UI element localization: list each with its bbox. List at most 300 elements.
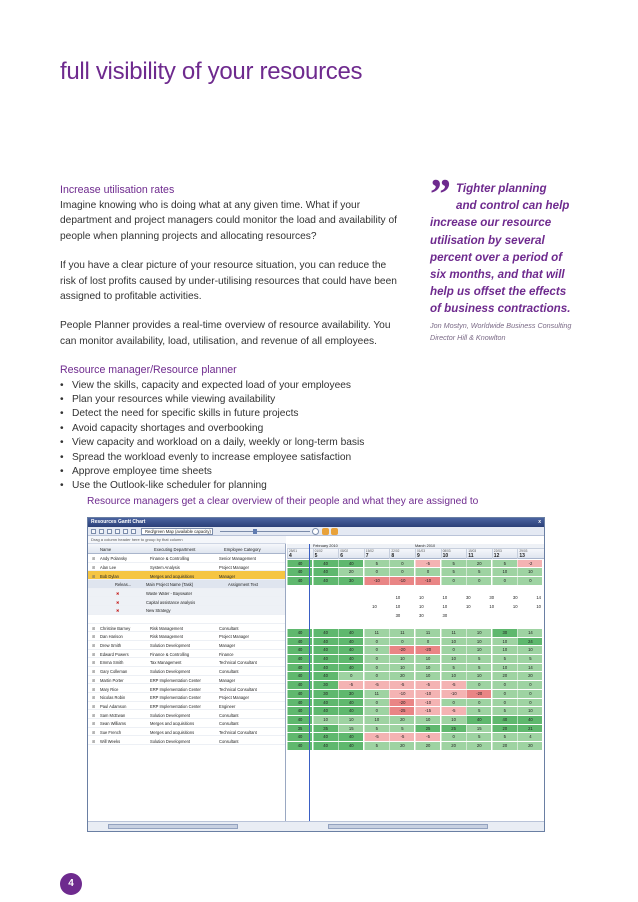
capacity-cell[interactable]: -10 [415,699,440,707]
capacity-cell[interactable]: 40 [313,699,338,707]
task-hours-cell[interactable]: 30 [498,594,521,602]
task-hours-cell[interactable]: 30 [451,594,474,602]
delete-icon[interactable]: ✖ [116,608,120,614]
capacity-cell[interactable]: 0 [517,699,542,707]
resource-name: Emma Smith [100,660,124,666]
capacity-cell[interactable]: 20 [466,742,491,750]
thumb-icon[interactable] [322,528,329,535]
capacity-cell[interactable]: 10 [364,716,389,724]
capacity-cell[interactable]: 20 [492,725,517,733]
capacity-cell[interactable]: -2 [517,560,542,568]
capacity-cell[interactable]: 0 [441,646,466,654]
capacity-cell[interactable]: 40 [287,742,312,750]
capacity-cell[interactable]: 5 [441,664,466,672]
capacity-cell[interactable]: 10 [441,655,466,663]
capacity-cell[interactable]: 10 [415,655,440,663]
capacity-cell[interactable]: 5 [517,655,542,663]
capacity-cell[interactable]: 40 [338,733,363,741]
delete-icon[interactable]: ✖ [116,590,120,596]
capacity-cell[interactable]: 5 [466,568,491,576]
capacity-cell[interactable]: 10 [415,672,440,680]
quote-author-role: Director Hill & Knowlton [430,332,506,342]
resource-department: Finance & Controlling [150,556,190,562]
task-hours-cell[interactable]: 30 [404,612,427,620]
capacity-cell[interactable]: 40 [313,742,338,750]
bullet-item: • Spread the workload evenly to increase employee satisfaction [60,451,400,465]
column-header-department[interactable]: Executing Department [154,547,196,552]
capacity-cell[interactable]: 5 [364,742,389,750]
map-select[interactable]: Red/green Map (available capacity) [141,528,213,535]
week-column-header [364,549,390,559]
resource-name: Will Weeks [100,738,121,744]
capacity-cell[interactable]: 20 [389,672,414,680]
capacity-cell[interactable]: -20 [389,699,414,707]
scrollbar-thumb[interactable] [108,824,238,829]
capacity-cell[interactable]: 10 [517,646,542,654]
capacity-cell[interactable]: -20 [466,690,491,698]
resource-row[interactable] [88,554,285,563]
column-header-name[interactable]: Name [100,547,112,552]
week-column-header [441,549,467,559]
task-hours-cell[interactable]: 10 [428,594,451,602]
close-icon[interactable]: x [538,519,541,525]
capacity-cell[interactable]: 25 [415,725,440,733]
capacity-cell[interactable]: 10 [441,672,466,680]
expand-icon[interactable]: ⊞ [92,556,96,562]
bullet-item: • Plan your resources while viewing availability [60,393,400,407]
capacity-cell[interactable]: 5 [466,655,491,663]
subgrid-header-assign[interactable]: Assignment Text [228,582,258,588]
capacity-cell[interactable]: -10 [415,577,440,585]
task-hours-cell[interactable]: 10 [357,603,380,611]
capacity-cell[interactable]: 10 [517,707,542,715]
capacity-cell[interactable]: 40 [313,560,338,568]
capacity-cell[interactable]: 0 [364,664,389,672]
capacity-cell[interactable]: 5 [492,733,517,741]
capacity-cell[interactable]: 30 [492,629,517,637]
page-title: full visibility of your resources [60,58,363,85]
capacity-cell[interactable]: -5 [441,681,466,689]
capacity-cell[interactable]: 5 [364,560,389,568]
capacity-cell[interactable]: 10 [389,664,414,672]
capacity-cell[interactable]: 40 [313,646,338,654]
task-hours-cell[interactable]: 10 [404,594,427,602]
week-date: 15/02 [365,549,374,553]
capacity-cell[interactable]: 10 [492,664,517,672]
expand-icon[interactable]: ⊞ [92,712,96,718]
resource-row[interactable] [88,650,285,659]
capacity-cell[interactable]: -5 [415,681,440,689]
capacity-cell[interactable]: 40 [338,707,363,715]
capacity-cell[interactable]: 24 [517,638,542,646]
capacity-cell[interactable]: 25 [441,725,466,733]
resource-category: Senior Management [219,556,256,562]
toolbar-button[interactable] [115,529,120,534]
task-hours-cell[interactable]: 10 [451,603,474,611]
capacity-cell[interactable]: 0 [466,577,491,585]
resource-name: Alan Lee [100,564,117,570]
capacity-cell[interactable]: -5 [338,681,363,689]
resource-row[interactable] [88,624,285,633]
capacity-cell[interactable]: -25 [389,707,414,715]
capacity-cell[interactable]: 30 [338,690,363,698]
capacity-cell[interactable]: 40 [287,655,312,663]
expand-icon[interactable]: ⊞ [92,651,96,657]
capacity-cell[interactable]: 10 [389,655,414,663]
column-header-category[interactable]: Employee Category [224,547,261,552]
horizontal-scrollbar[interactable] [88,821,545,831]
capacity-cell[interactable]: 5 [492,560,517,568]
capacity-cell[interactable]: 40 [313,638,338,646]
capacity-cell[interactable]: 40 [338,646,363,654]
bullet-item: • Detect the need for specific skills in future projects [60,407,400,421]
capacity-cell[interactable]: 11 [364,629,389,637]
gantt-row [287,629,545,638]
capacity-cell[interactable]: 5 [466,664,491,672]
capacity-cell[interactable]: 20 [415,742,440,750]
expand-icon[interactable]: ⊞ [92,721,96,727]
capacity-cell[interactable]: 5 [389,725,414,733]
week-column-header [313,549,339,559]
expand-icon[interactable]: ⊞ [92,738,96,744]
thumb-icon[interactable] [331,528,338,535]
capacity-cell[interactable]: 0 [364,646,389,654]
week-column-header [517,549,543,559]
capacity-cell[interactable]: 10 [313,716,338,724]
capacity-cell[interactable]: 40 [338,664,363,672]
capacity-cell[interactable]: 20 [492,742,517,750]
capacity-cell[interactable]: 40 [313,733,338,741]
capacity-cell[interactable]: 0 [364,707,389,715]
capacity-cell[interactable]: 11 [415,629,440,637]
capacity-cell[interactable]: 40 [338,742,363,750]
capacity-cell[interactable]: -5 [415,733,440,741]
capacity-cell[interactable]: 0 [415,638,440,646]
capacity-cell[interactable]: 5 [492,707,517,715]
capacity-cell[interactable]: -5 [389,681,414,689]
capacity-cell[interactable]: 40 [466,716,491,724]
capacity-cell[interactable]: 14 [517,629,542,637]
capacity-cell[interactable]: 10 [492,568,517,576]
capacity-cell[interactable]: 20 [517,672,542,680]
resource-row[interactable] [88,736,285,745]
capacity-cell[interactable]: 30 [313,681,338,689]
task-hours-cell[interactable]: 10 [522,603,545,611]
capacity-cell[interactable]: -5 [364,681,389,689]
capacity-cell[interactable]: 40 [287,690,312,698]
resource-category: Consultant [219,738,239,744]
capacity-cell[interactable]: 40 [287,699,312,707]
capacity-cell[interactable]: 20 [517,742,542,750]
capacity-cell[interactable]: 0 [517,681,542,689]
capacity-cell[interactable]: 11 [389,629,414,637]
capacity-cell[interactable]: -20 [415,646,440,654]
resource-row[interactable] [88,702,285,711]
delete-icon[interactable]: ✖ [116,599,120,605]
capacity-cell[interactable]: 14 [517,664,542,672]
capacity-cell[interactable]: 0 [338,672,363,680]
capacity-cell[interactable]: 5 [466,707,491,715]
resource-row[interactable] [88,641,285,650]
gantt-row [287,707,545,716]
group-by-bar[interactable]: Drag a column header here to group by that column [88,536,286,544]
capacity-cell[interactable]: 0 [517,690,542,698]
capacity-cell[interactable]: 40 [287,707,312,715]
capacity-cell[interactable]: 5 [364,725,389,733]
week-date: 01/03 [417,549,425,553]
expand-icon[interactable]: ⊞ [92,695,96,701]
subgrid-header-task[interactable]: Main Project Name (Task) [146,582,194,588]
capacity-cell[interactable]: 40 [313,664,338,672]
capacity-cell[interactable]: 0 [466,699,491,707]
task-hours-cell[interactable]: 10 [428,603,451,611]
gantt-row [287,689,545,698]
zoom-in-icon[interactable] [312,528,319,535]
resource-department: Finance & Controlling [150,651,190,657]
gantt-row [287,585,545,594]
planner-heading: Resource manager/Resource planner [60,364,237,377]
capacity-cell[interactable]: 5 [441,568,466,576]
gantt-row [287,559,545,568]
capacity-cell[interactable]: -10 [389,690,414,698]
capacity-cell[interactable]: 40 [313,655,338,663]
capacity-cell[interactable]: 0 [415,568,440,576]
capacity-cell[interactable]: 10 [338,716,363,724]
capacity-cell[interactable]: 0 [466,681,491,689]
capacity-cell[interactable]: 40 [287,638,312,646]
capacity-cell[interactable]: 11 [441,629,466,637]
capacity-cell[interactable]: 20 [466,560,491,568]
capacity-cell[interactable]: -10 [415,690,440,698]
capacity-cell[interactable]: 20 [441,742,466,750]
capacity-cell[interactable]: -20 [389,646,414,654]
capacity-cell[interactable]: 20 [338,568,363,576]
capacity-cell[interactable]: 0 [492,699,517,707]
gantt-row [287,594,545,603]
resource-row[interactable] [88,693,285,702]
capacity-cell[interactable]: 10 [492,638,517,646]
capacity-cell[interactable]: 40 [313,672,338,680]
task-row[interactable] [88,589,285,598]
resource-row[interactable] [88,684,285,693]
resource-row[interactable] [88,658,285,667]
gantt-row [287,663,545,672]
capacity-cell[interactable]: 40 [313,568,338,576]
capacity-cell[interactable]: 0 [492,690,517,698]
capacity-cell[interactable]: 0 [364,568,389,576]
resource-row[interactable] [88,632,285,641]
toolbar-button[interactable] [131,529,136,534]
task-hours-cell[interactable]: 10 [404,603,427,611]
task-name: New Strategy [146,608,171,614]
capacity-cell[interactable]: 40 [287,560,312,568]
resource-row[interactable] [88,563,285,572]
capacity-cell[interactable]: 40 [313,577,338,585]
capacity-cell[interactable]: 5 [466,733,491,741]
expand-icon[interactable]: ⊞ [92,729,96,735]
gantt-row [287,646,545,655]
capacity-cell[interactable]: 10 [441,638,466,646]
week-number: 13 [519,553,525,559]
capacity-cell[interactable]: 10 [466,672,491,680]
capacity-cell[interactable]: 10 [466,629,491,637]
capacity-cell[interactable]: 40 [338,629,363,637]
capacity-cell[interactable]: 40 [338,699,363,707]
capacity-cell[interactable]: 5 [492,655,517,663]
resource-category: Consultant [219,712,239,718]
capacity-cell[interactable]: 40 [287,672,312,680]
expand-icon[interactable]: ⊞ [92,564,96,570]
capacity-cell[interactable]: 0 [389,568,414,576]
capacity-cell[interactable]: 40 [338,638,363,646]
capacity-cell[interactable]: 0 [492,681,517,689]
capacity-cell[interactable]: 40 [287,716,312,724]
planner-bullets [60,379,400,494]
capacity-cell[interactable]: 40 [287,568,312,576]
capacity-cell[interactable]: 40 [338,560,363,568]
capacity-cell[interactable]: 30 [313,690,338,698]
task-hours-cell[interactable]: 14 [522,594,545,602]
capacity-cell[interactable]: 21 [517,725,542,733]
capacity-cell[interactable]: 20 [389,716,414,724]
capacity-cell[interactable]: 10 [466,638,491,646]
capacity-cell[interactable]: 15 [466,725,491,733]
capacity-cell[interactable]: 10 [415,664,440,672]
task-row[interactable] [88,606,285,615]
capacity-cell[interactable]: 40 [287,646,312,654]
zoom-slider-handle[interactable] [253,529,257,534]
toolbar-button[interactable] [99,529,104,534]
capacity-cell[interactable]: 5 [441,560,466,568]
subgrid-header [88,580,285,589]
capacity-cell[interactable]: 0 [441,733,466,741]
capacity-cell[interactable]: 40 [517,716,542,724]
pull-quote [430,172,580,344]
capacity-cell[interactable]: 35 [313,725,338,733]
bullet-item: • Avoid capacity shortages and overbooking [60,422,400,436]
capacity-cell[interactable]: 10 [466,646,491,654]
capacity-cell[interactable]: 15 [338,725,363,733]
task-hours-cell[interactable]: 10 [381,603,404,611]
expand-icon[interactable]: ⊞ [92,703,96,709]
capacity-cell[interactable]: 0 [441,699,466,707]
intro-heading: Increase utilisation rates [60,184,175,196]
grid-header [88,544,285,554]
capacity-cell[interactable]: 0 [517,577,542,585]
resource-row[interactable] [88,728,285,737]
resource-row[interactable] [88,676,285,685]
capacity-cell[interactable]: 40 [287,664,312,672]
bullet-item: • Use the Outlook-like scheduler for planning [60,479,400,493]
capacity-cell[interactable]: 11 [364,690,389,698]
toolbar-button[interactable] [107,529,112,534]
resource-row[interactable] [88,571,285,580]
capacity-cell[interactable]: 10 [415,716,440,724]
resource-row[interactable] [88,667,285,676]
task-hours-cell[interactable]: 30 [475,594,498,602]
capacity-cell[interactable]: 0 [389,560,414,568]
capacity-cell[interactable]: 20 [492,672,517,680]
capacity-cell[interactable]: 40 [287,629,312,637]
capacity-cell[interactable]: 4 [517,733,542,741]
capacity-cell[interactable]: 0 [364,655,389,663]
capacity-cell[interactable]: 40 [287,681,312,689]
capacity-cell[interactable]: 0 [492,577,517,585]
expand-icon[interactable]: ⊞ [92,660,96,666]
capacity-cell[interactable]: 0 [441,577,466,585]
expand-icon[interactable]: ⊞ [92,643,96,649]
expand-icon[interactable]: ⊞ [92,686,96,692]
capacity-cell[interactable]: 40 [313,707,338,715]
capacity-cell[interactable]: 10 [492,646,517,654]
resource-department: ERP Implementation Center [150,695,201,701]
resource-department: ERP Implementation Center [150,686,201,692]
capacity-cell[interactable]: 40 [313,629,338,637]
resource-name: Sean Williams [100,721,126,727]
zoom-slider[interactable] [220,531,310,532]
capacity-cell[interactable]: 30 [338,577,363,585]
task-hours-cell[interactable]: 10 [498,603,521,611]
resource-row[interactable] [88,710,285,719]
toolbar-button[interactable] [123,529,128,534]
capacity-cell[interactable]: 0 [389,638,414,646]
week-date: 08/03 [442,549,451,553]
capacity-cell[interactable]: -10 [364,577,389,585]
capacity-cell[interactable]: -5 [389,733,414,741]
capacity-cell[interactable]: 0 [364,672,389,680]
capacity-cell[interactable]: 40 [287,733,312,741]
expand-icon[interactable]: ⊞ [92,634,96,640]
resource-category: Engineer [219,703,236,709]
task-row[interactable] [88,597,285,606]
capacity-cell[interactable]: -5 [415,560,440,568]
task-hours-cell[interactable]: 10 [381,594,404,602]
capacity-cell[interactable]: -10 [389,577,414,585]
capacity-cell[interactable]: -5 [364,733,389,741]
capacity-cell[interactable]: 20 [389,742,414,750]
subgrid-header-release[interactable]: Releas... [115,582,132,588]
capacity-cell[interactable]: -5 [441,707,466,715]
capacity-cell[interactable]: 10 [517,568,542,576]
resource-department: Solution Development [150,643,191,649]
capacity-cell[interactable]: 0 [364,638,389,646]
capacity-cell[interactable]: -15 [415,707,440,715]
expand-icon[interactable]: ⊞ [92,677,96,683]
resource-row[interactable] [88,719,285,728]
week-column-header [389,549,415,559]
task-hours-cell[interactable]: 30 [381,612,404,620]
task-hours-cell[interactable]: 30 [428,612,451,620]
gantt-row [287,611,545,620]
toolbar-button[interactable] [91,529,96,534]
week-date: 22/03 [493,549,502,553]
expand-icon[interactable]: ⊞ [92,573,96,579]
capacity-cell[interactable]: 40 [492,716,517,724]
capacity-cell[interactable]: 0 [364,699,389,707]
gantt-row [287,602,545,611]
resource-name: Sue French [100,729,122,735]
expand-icon[interactable]: ⊞ [92,669,96,675]
capacity-cell[interactable]: -10 [441,690,466,698]
resource-name: Edward Powers [100,651,129,657]
capacity-cell[interactable]: 40 [338,655,363,663]
capacity-cell[interactable]: 35 [287,725,312,733]
capacity-cell[interactable]: 10 [441,716,466,724]
capacity-cell[interactable]: 40 [287,577,312,585]
task-hours-cell[interactable]: 10 [475,603,498,611]
scrollbar-thumb[interactable] [328,824,488,829]
expand-icon[interactable]: ⊞ [92,625,96,631]
